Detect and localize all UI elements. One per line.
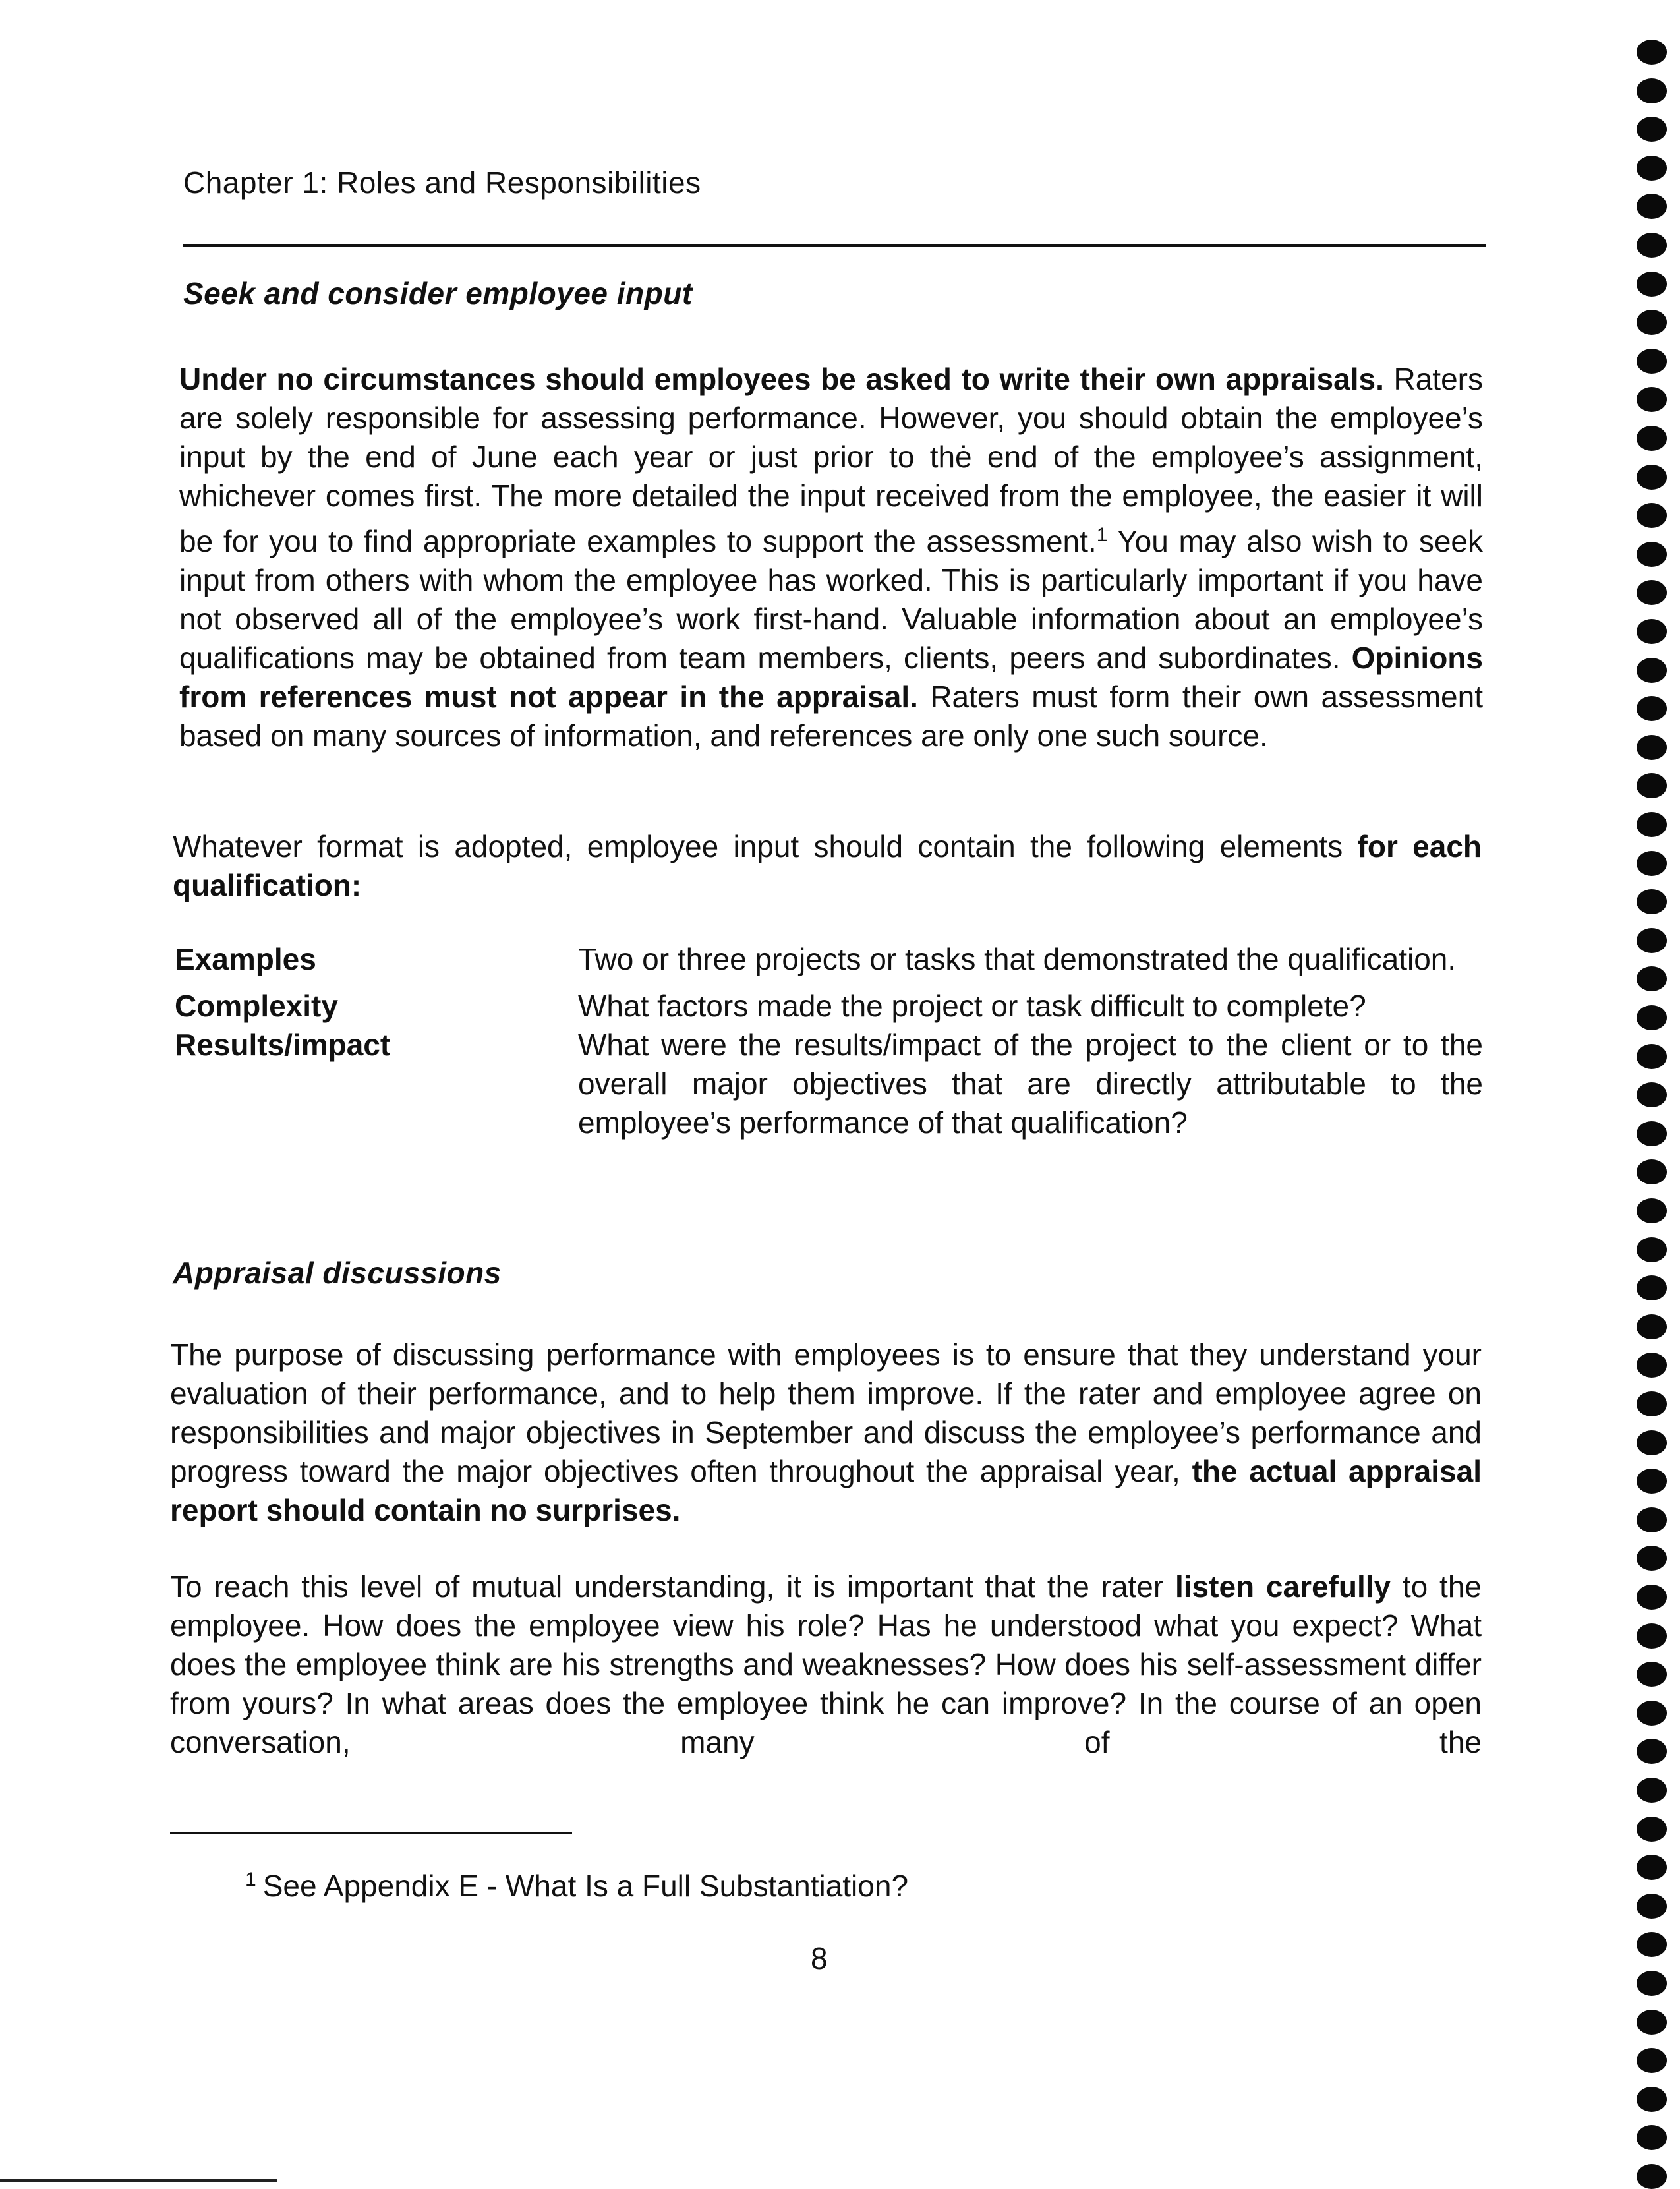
paragraph-text: Raters must form their own assessment based on many sources of information, and references are only one such source. xyxy=(179,680,1483,753)
binding-hole xyxy=(1637,233,1667,258)
definition-description: What factors made the project or task difficult to complete? xyxy=(578,989,1366,1023)
binding-hole xyxy=(1637,1855,1667,1880)
binding-hole xyxy=(1637,1005,1667,1030)
binding-hole xyxy=(1637,2164,1667,2189)
paragraph-text: Raters are solely responsible for assessing performance. However, you should obtain the employee’s input by the end of June each year or just prior to thė end of the employee’s assignment, whichever comes first. The more detailed the input received from the employee, the easier it will be for you to find appropriate examples to support the assessment. xyxy=(179,362,1483,558)
paragraph-mutual-understanding xyxy=(170,1567,1482,1762)
binding-hole xyxy=(1637,1701,1667,1726)
binding-hole xyxy=(1637,40,1667,65)
binding-hole xyxy=(1637,1585,1667,1610)
binding-hole xyxy=(1637,619,1667,644)
section-heading-employee-input: Seek and consider employee input xyxy=(183,276,693,310)
bold-lead-statement: Under no circumstances should employees be asked to write their own appraisals. xyxy=(179,362,1384,396)
binding-hole xyxy=(1637,426,1667,451)
binding-hole xyxy=(1637,1275,1667,1300)
definition-term: Results/impact xyxy=(175,1028,391,1062)
binding-hole xyxy=(1637,812,1667,837)
bold-phrase-listen: listen carefully xyxy=(1174,1569,1391,1604)
binding-hole xyxy=(1637,349,1667,374)
binding-hole xyxy=(1637,1469,1667,1494)
footnote-marker: 1 xyxy=(245,1869,256,1890)
paragraph-input-format xyxy=(173,827,1482,905)
binding-hole xyxy=(1637,658,1667,683)
binding-hole xyxy=(1637,1778,1667,1803)
binding-hole xyxy=(1637,1121,1667,1146)
spiral-binding xyxy=(1637,20,1671,2182)
binding-hole xyxy=(1637,465,1667,490)
definition-term: Complexity xyxy=(175,989,338,1023)
footnote-text: See Appendix E - What Is a Full Substantiation? xyxy=(262,1869,909,1903)
binding-hole xyxy=(1637,387,1667,412)
footnote-reference: 1 xyxy=(1096,524,1108,546)
definition-term: Examples xyxy=(175,942,316,976)
bold-statement-no-surprises: the actual appraisal report should contain no surprises. xyxy=(170,1454,1482,1527)
paragraph-text: Whatever format is adopted, employee input should contain the following elements xyxy=(173,829,1358,863)
binding-hole xyxy=(1637,1430,1667,1455)
paragraph-text: You may also wish to seek input from others with whom the employee has worked. This is particularly important if you have not observed all of the employee’s work first-hand. Valuable information about an employee’s qualifications may be obtained from team members, clients, peers and subordinates. xyxy=(179,524,1483,675)
header-rule xyxy=(183,244,1486,247)
definition-row xyxy=(175,1026,1483,1142)
footnote-rule xyxy=(170,1832,572,1834)
bold-phrase: for each qualification: xyxy=(173,829,1482,902)
paragraph-purpose xyxy=(170,1335,1482,1530)
binding-hole xyxy=(1637,1314,1667,1339)
binding-hole xyxy=(1637,1198,1667,1223)
binding-hole xyxy=(1637,1971,1667,1996)
binding-hole xyxy=(1637,542,1667,567)
binding-hole xyxy=(1637,1353,1667,1378)
binding-hole xyxy=(1637,2087,1667,2112)
binding-hole xyxy=(1637,2125,1667,2150)
paragraph-text: The purpose of discussing performance with employees is to ensure that they understand your evaluation of their performance, and to help them improve. If the rater and employee agree on responsibilities and major objectives in September and discuss the employee’s performance and progress toward the major objectives often throughout the appraisal year, xyxy=(170,1337,1482,1488)
binding-hole xyxy=(1637,1159,1667,1184)
binding-hole xyxy=(1637,2010,1667,2035)
elements-definition-list xyxy=(175,940,1483,1150)
binding-hole xyxy=(1637,773,1667,798)
paragraph-employee-input xyxy=(179,360,1483,755)
binding-hole xyxy=(1637,696,1667,721)
binding-hole xyxy=(1637,851,1667,876)
binding-hole xyxy=(1637,2048,1667,2073)
binding-hole xyxy=(1637,503,1667,528)
definition-description: What were the results/impact of the project to the client or to the overall major objectives that are directly attributable to the employee’s performance of that qualification? xyxy=(578,1028,1483,1140)
binding-hole xyxy=(1637,1623,1667,1649)
definition-row xyxy=(175,987,1483,1026)
binding-hole xyxy=(1637,1932,1667,1957)
binding-hole xyxy=(1637,735,1667,760)
scan-edge-mark xyxy=(0,2179,277,2182)
binding-hole xyxy=(1637,156,1667,181)
binding-hole xyxy=(1637,580,1667,605)
binding-hole xyxy=(1637,1662,1667,1687)
binding-hole xyxy=(1637,1507,1667,1532)
binding-hole xyxy=(1637,1044,1667,1069)
binding-hole xyxy=(1637,310,1667,335)
binding-hole xyxy=(1637,1391,1667,1416)
binding-hole xyxy=(1637,272,1667,297)
binding-hole xyxy=(1637,1546,1667,1571)
bold-statement-references: Opinions from references must not appear in the appraisal. xyxy=(179,641,1483,714)
definition-description: Two or three projects or tasks that demonstrated the qualification. xyxy=(578,942,1457,976)
paragraph-text: to the employee. How does the employee view his role? Has he understood what you expect? What does the employee think are his strengths and weaknesses? How does his self-assessment differ from yours? In what areas does the employee think he can improve? In the course of an open conversation, many of the xyxy=(170,1569,1482,1759)
paragraph-text: To reach this level of mutual understanding, it is important that the rater xyxy=(170,1569,1175,1604)
binding-hole xyxy=(1637,1237,1667,1262)
page-number: 8 xyxy=(811,1941,828,1975)
binding-hole xyxy=(1637,966,1667,991)
definition-row xyxy=(175,940,1483,979)
binding-hole xyxy=(1637,889,1667,914)
binding-hole xyxy=(1637,78,1667,103)
binding-hole xyxy=(1637,1082,1667,1107)
binding-hole xyxy=(1637,194,1667,219)
binding-hole xyxy=(1637,928,1667,953)
section-heading-appraisal-discussions: Appraisal discussions xyxy=(173,1256,502,1290)
chapter-header: Chapter 1: Roles and Responsibilities xyxy=(183,165,701,200)
binding-hole xyxy=(1637,1894,1667,1919)
binding-hole xyxy=(1637,117,1667,142)
binding-hole xyxy=(1637,1739,1667,1764)
binding-hole xyxy=(1637,1817,1667,1842)
footnote xyxy=(245,1860,908,1906)
